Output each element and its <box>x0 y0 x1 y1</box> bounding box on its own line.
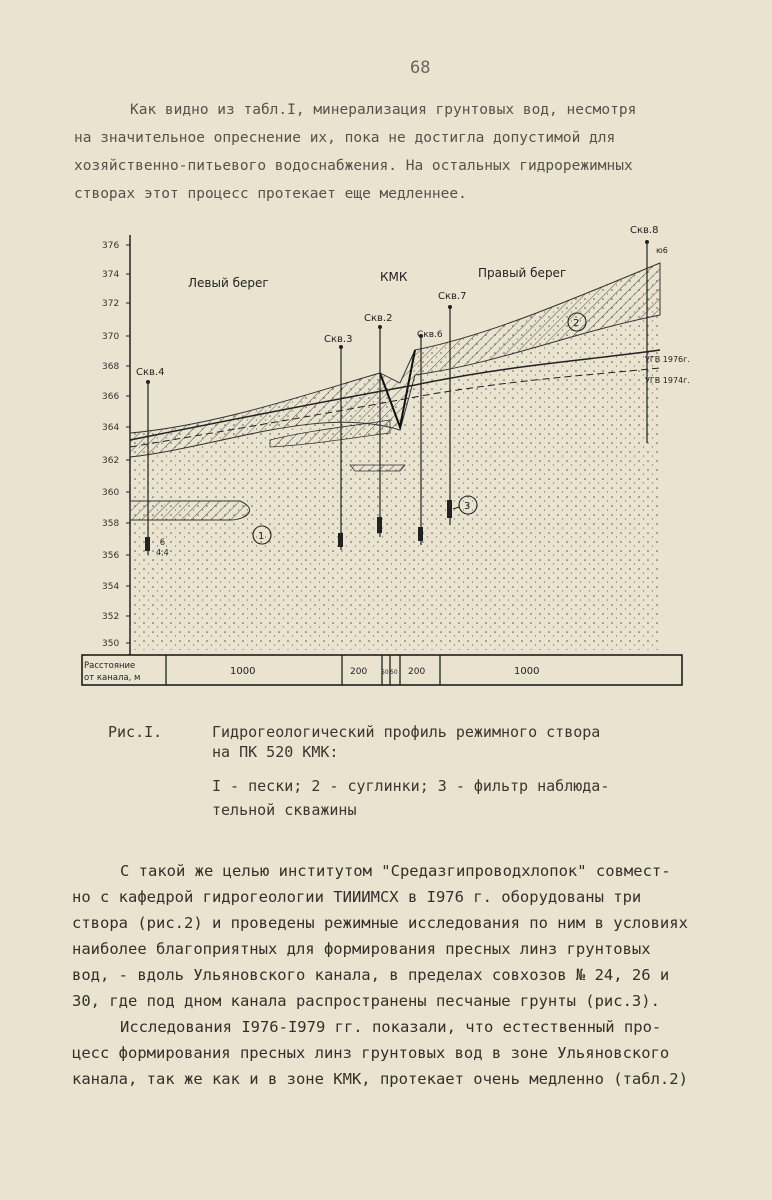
hydrogeological-profile-figure <box>70 215 695 690</box>
well-label: Скв.3 <box>324 334 353 345</box>
well-label: Скв.8 <box>630 225 659 236</box>
paragraph-line: створах этот процесс протекает еще медленнее. <box>74 186 467 202</box>
left-bank-label: Левый берег <box>188 276 269 290</box>
paragraph-line: С такой же целью институтом "Средазгипроводхлопок" совмест- <box>120 862 671 880</box>
paragraph-line: цесс формирования пресных линз грунтовых вод в зоне Ульяновского <box>72 1044 670 1062</box>
y-tick-label: 368 <box>102 362 120 372</box>
y-tick-label: 376 <box>102 241 120 251</box>
paragraph-line: но с кафедрой гидрогеологии ТИИИМСХ в I976 г. оборудованы три <box>72 888 642 906</box>
distance-value: 200 <box>350 667 368 677</box>
svg-text:2: 2 <box>573 318 580 329</box>
well-label: Скв.7 <box>438 291 467 302</box>
y-tick-label: 352 <box>102 612 120 622</box>
paragraph-line: на значительное опреснение их, пока не достигла допустимой для <box>74 130 616 146</box>
right-bank-label: Правый берег <box>478 266 567 280</box>
figure-title <box>212 722 692 762</box>
well-small-label: б <box>160 538 165 547</box>
distance-label: Расстояние <box>84 661 136 671</box>
y-tick-label: 350 <box>102 639 120 649</box>
distance-strip <box>82 655 682 685</box>
y-tick-label: 364 <box>102 423 120 433</box>
paragraph-line: хозяйственно-питьевого водоснабжения. На остальных гидрорежимных <box>74 158 633 174</box>
page-number: 68 <box>410 58 431 78</box>
well-label: Скв.2 <box>364 313 393 324</box>
figure-legend <box>212 774 692 822</box>
figure-title-line: Гидрогеологический профиль режимного створа <box>212 723 601 741</box>
distance-value: 1000 <box>514 666 540 677</box>
distance-value: 200 <box>408 667 426 677</box>
figure-label: Рис.I. <box>108 723 163 741</box>
paragraph-bottom <box>72 858 772 1092</box>
distance-value: 50 <box>390 669 398 676</box>
y-tick-label: 360 <box>102 488 120 498</box>
paragraph-line: канала, так же как и в зоне КМК, протекает очень медленно (табл.2) <box>72 1070 688 1088</box>
distance-label: от канала, м <box>84 673 141 683</box>
distance-value: 50 <box>381 669 389 676</box>
distance-value: 1000 <box>230 666 256 677</box>
paragraph-line: вод, - вдоль Ульяновского канала, в пределах совхозов № 24, 26 и <box>72 966 670 984</box>
y-tick-label: 372 <box>102 299 120 309</box>
loam-lens-small <box>350 465 405 471</box>
y-tick-label: 354 <box>102 582 120 592</box>
y-tick-label: 370 <box>102 332 120 342</box>
paragraph-line: наиболее благоприятных для формирования пресных линз грунтовых <box>72 940 651 958</box>
well-small-label: ю6 <box>656 246 668 255</box>
y-tick-label: 374 <box>102 270 120 280</box>
canal-label: КМК <box>380 270 408 284</box>
paragraph-top <box>74 96 764 208</box>
ugv-1976-label: УГВ 1976г. <box>645 355 690 364</box>
ugv-1974-label: УГВ 1974г. <box>645 376 690 385</box>
paragraph-line: створа (рис.2) и проведены режимные исследования по ним в условиях <box>72 914 688 932</box>
paragraph-line: 30, где под дном канала распространены песчаные грунты (рис.3). <box>72 992 660 1010</box>
well-label: Скв.4 <box>136 367 165 378</box>
figure-legend-line: I - пески; 2 - суглинки; 3 - фильтр наблюда- <box>212 777 610 795</box>
figure-legend-line: тельной скважины <box>212 801 357 819</box>
figure-title-line: на ПК 520 КМК: <box>212 743 339 761</box>
y-tick-label: 358 <box>102 519 120 529</box>
y-ticks <box>102 241 130 649</box>
svg-text:1: 1 <box>258 531 265 542</box>
svg-text:3: 3 <box>464 501 471 512</box>
paragraph-line: Как видно из табл.I, минерализация грунтовых вод, несмотря <box>130 102 637 118</box>
well-small-label: 4,4 <box>156 548 169 557</box>
y-tick-label: 366 <box>102 392 120 402</box>
well-label: Скв.6 <box>417 330 443 340</box>
y-tick-label: 356 <box>102 551 120 561</box>
paragraph-line: Исследования I976-I979 гг. показали, что естественный про- <box>120 1018 662 1036</box>
y-tick-label: 362 <box>102 456 120 466</box>
